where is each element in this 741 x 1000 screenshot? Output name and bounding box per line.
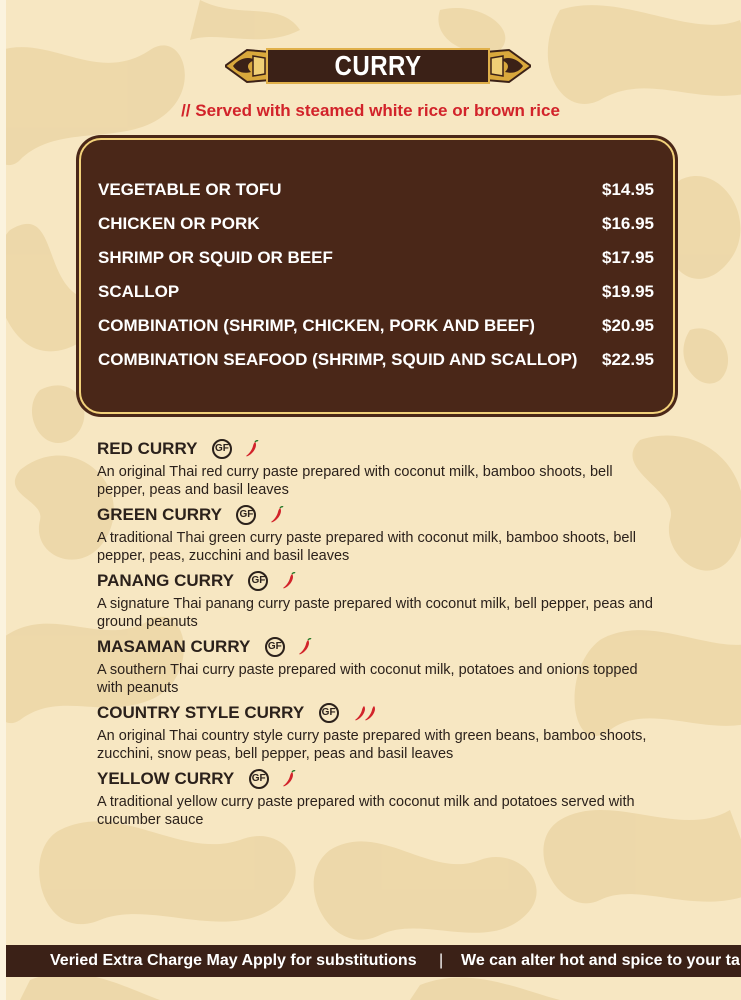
gluten-free-badge-icon: GF [236, 505, 256, 525]
protein-name: CHICKEN OR PORK [98, 214, 260, 233]
price-row [98, 277, 654, 307]
protein-price: $22.95 [602, 350, 654, 369]
gluten-free-badge-icon: GF [212, 439, 232, 459]
protein-name: COMBINATION SEAFOOD (SHRIMP, SQUID AND SCALLOP) [98, 350, 578, 369]
gluten-free-badge-icon: GF [248, 571, 268, 591]
menu-item [97, 568, 657, 631]
protein-price: $16.95 [602, 214, 654, 233]
menu-item-header [97, 634, 657, 660]
protein-price: $14.95 [602, 180, 654, 199]
dish-description: An original Thai country style curry paste prepared with green beans, bamboo shoots, zucchini, snow peas, bell pepper, peas and basil leaves [97, 728, 647, 762]
page-title: CURRY [334, 50, 422, 81]
menu-item [97, 766, 657, 829]
dish-name: COUNTRY STYLE CURRY [97, 703, 305, 722]
price-row [98, 345, 654, 375]
menu-item-header [97, 502, 657, 528]
protein-name: VEGETABLE OR TOFU [98, 180, 282, 199]
dish-name: GREEN CURRY [97, 505, 222, 524]
chili-pepper-icon [244, 440, 260, 458]
menu-item-header [97, 568, 657, 594]
protein-name: SCALLOP [98, 282, 180, 301]
protein-name: COMBINATION (SHRIMP, CHICKEN, PORK AND BEEF) [98, 316, 535, 335]
dish-description: An original Thai red curry paste prepared with coconut milk, bamboo shoots, bell pepper, peas and basil leaves [97, 464, 613, 498]
dish-name: YELLOW CURRY [97, 769, 235, 788]
chili-pepper-icon [281, 770, 297, 788]
dish-description: A traditional Thai green curry paste prepared with coconut milk, bamboo shoots, bell pepper, peas, zucchini and basil leaves [97, 530, 636, 564]
protein-price: $19.95 [602, 282, 654, 301]
page-edge [0, 0, 6, 1000]
dish-name: MASAMAN CURRY [97, 637, 251, 656]
gluten-free-badge-icon: GF [249, 769, 269, 789]
menu-item [97, 502, 657, 565]
dish-description: A southern Thai curry paste prepared with coconut milk, potatoes and onions topped with peanuts [97, 662, 638, 696]
serving-note: // Served with steamed white rice or brown rice [181, 101, 560, 120]
footer-substitution-note: Veried Extra Charge May Apply for substitutions [50, 952, 417, 969]
chili-pepper-icon [297, 638, 313, 656]
chili-pepper-icon [269, 506, 285, 524]
menu-item-header [97, 700, 657, 726]
price-row [98, 175, 654, 205]
chili-pepper-icon [281, 572, 297, 590]
section-title-banner [225, 44, 531, 88]
menu-item [97, 634, 657, 697]
dish-description: A traditional yellow curry paste prepared with coconut milk and potatoes served with cucumber sauce [97, 794, 635, 828]
footer-separator: | [439, 952, 444, 969]
protein-price: $17.95 [602, 248, 654, 267]
price-row [98, 243, 654, 273]
menu-item-header [97, 766, 657, 792]
protein-name: SHRIMP OR SQUID OR BEEF [98, 248, 333, 267]
menu-item-header [97, 436, 657, 462]
footer-spice-note: We can alter hot and spice to your ta [461, 952, 740, 969]
gluten-free-badge-icon: GF [319, 703, 339, 723]
double-chili-pepper-icon [353, 704, 379, 722]
price-row [98, 311, 654, 341]
menu-item [97, 700, 657, 763]
protein-price-panel [79, 138, 675, 414]
dish-description: A signature Thai panang curry paste prepared with coconut milk, bell pepper, peas and ground peanuts [97, 596, 653, 630]
price-row [98, 209, 654, 239]
protein-price: $20.95 [602, 316, 654, 335]
footer-notice-bar [6, 945, 741, 977]
dish-name: PANANG CURRY [97, 571, 234, 590]
menu-item [97, 436, 657, 499]
gluten-free-badge-icon: GF [265, 637, 285, 657]
dish-name: RED CURRY [97, 439, 198, 458]
